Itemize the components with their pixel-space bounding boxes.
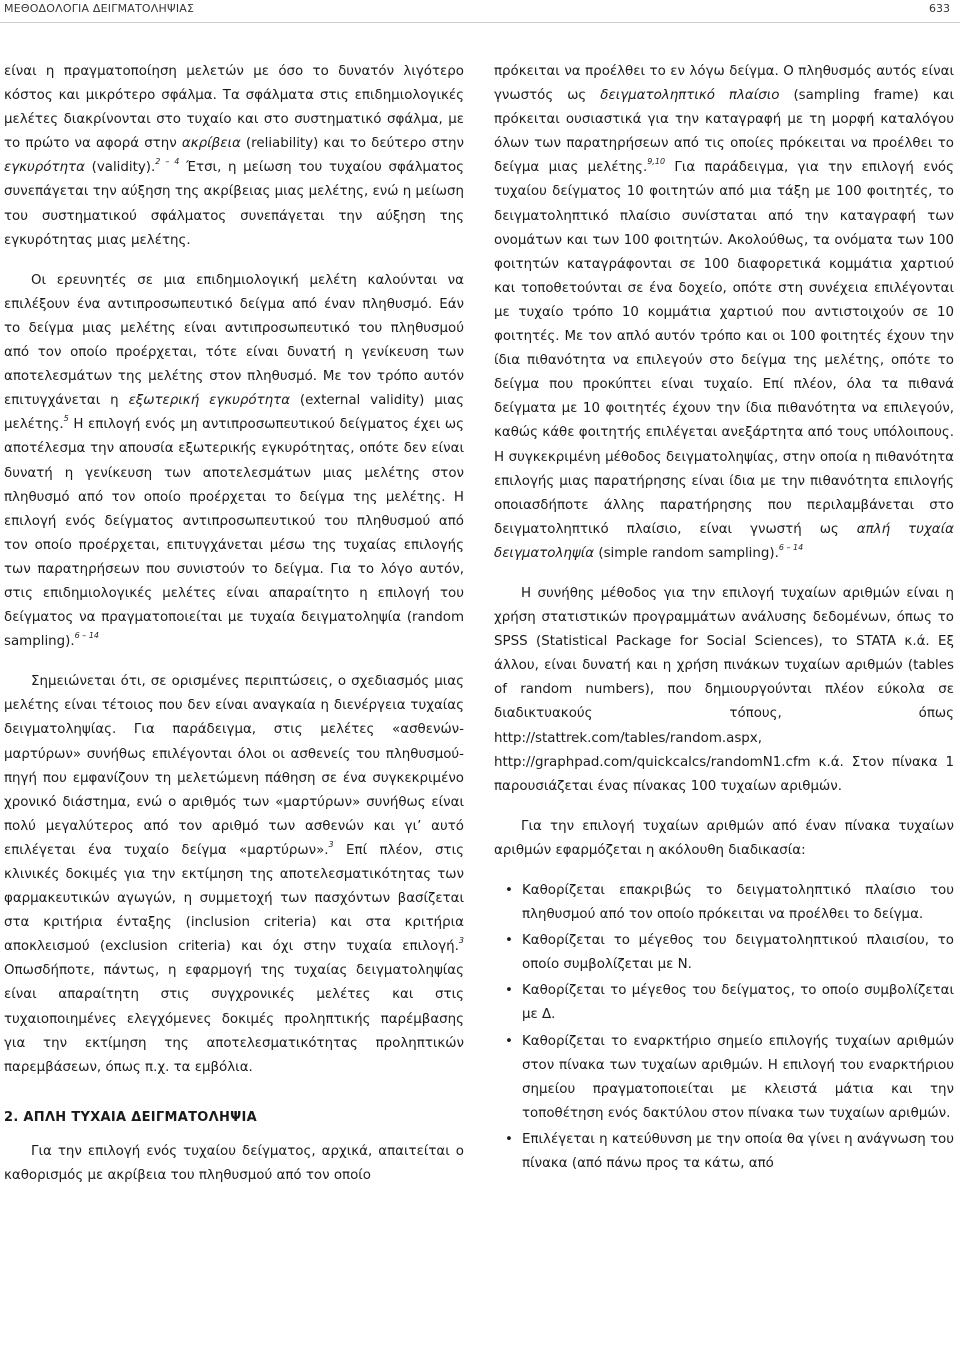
citation: 3 <box>328 839 334 849</box>
paragraph: Για την επιλογή ενός τυχαίου δείγματος, αρχικά, απαιτείται ο καθορισμός με ακρίβεια του πληθυσμού από τον οποίο <box>4 1143 464 1184</box>
page-number: 633 <box>929 2 950 15</box>
right-column <box>494 60 954 1178</box>
paragraph: Η συνήθης μέθοδος για την επιλογή τυχαίων αριθμών είναι η χρήση στατιστικών προγραμμάτων ανάλυσης δεδομένων, όπως το SPSS (Statistical Package for Social Sciences), το STATA κ.ά. Εξ άλλου, είναι δυνατή και η χρήση πινάκων τυχαίων αριθμών (tables of random numbers), που δημιουργούνται πλέον εύκολα σε διαδικτυακούς τόπους, όπως http://stattrek.com/tables/random.aspx, http://graphpad.com/quickcalcs/randomN1.cfm κ.ά. Στον πίνακα 1 παρουσιάζεται ένας πίνακας 100 τυχαίων αριθμών. <box>494 585 954 794</box>
paragraph: Για την επιλογή τυχαίων αριθμών από έναν πίνακα τυχαίων αριθμών εφαρμόζεται η ακόλουθη διαδικασία: <box>494 818 954 858</box>
paragraph: είναι η πραγματοποίηση μελετών με όσο το δυνατόν λιγότερο κόστος και μικρότερο σφάλμα. Τα σφάλματα στις επιδημιολογικές μελέτες διακρίνονται στο τυχαίο και στο συστηματικό σφάλμα, με το πρώτο να αφορά στην ακρίβεια (reliability) και το δεύτερο στην εγκυρότητα (validity).$^{2 - 4}$ Έτσι, η μείωση του τυχαίου σφάλματος συνεπάγεται την αύξηση της ακρίβειας μιας μελέτης, ενώ η μείωση του συστηματικού σφάλματος συνεπάγεται την αύξηση της εγκυρότητας μιας μελέτης. <box>4 64 464 248</box>
citation: 2 – 4 <box>155 157 180 167</box>
list-item: • Καθορίζεται το μέγεθος του δείγματος, το οποίο συμβολίζεται με Δ. <box>494 979 954 1027</box>
list-item: • Καθορίζεται επακριβώς το δειγματοληπτικό πλαίσιο του πληθυσμού από τον οποίο πρόκειται να προέλθει το δείγμα. <box>494 879 954 927</box>
section-title: ΜΕΘΟΔΟΛΟΓΙΑ ΔΕΙΓΜΑΤΟΛΗΨΙΑΣ <box>4 2 195 15</box>
citation: 3 <box>458 936 464 946</box>
list-item: • Καθορίζεται το μέγεθος του δειγματοληπτικού πλαισίου, το οποίο συμβολίζεται με Ν. <box>494 929 954 977</box>
left-column <box>4 60 464 1204</box>
section-heading: 2. ΑΠΛΗ ΤΥΧΑΙΑ ΔΕΙΓΜΑΤΟΛΗΨΙΑ <box>4 1109 257 1125</box>
citation: 6 – 14 <box>74 631 99 641</box>
procedure-list <box>494 879 954 1176</box>
running-header <box>0 0 960 23</box>
citation: 9,10 <box>647 157 666 167</box>
paragraph: Οι ερευνητές σε μια επιδημιολογική μελέτη καλούνται να επιλέξουν ένα αντιπροσωπευτικό δείγμα από έναν πληθυσμό. Εάν το δείγμα μιας μελέτης είναι αντιπροσωπευτικό του πληθυσμού από τον οποίο προέρχεται, τότε είναι δυνατή η γενίκευση των αποτελεσμάτων της μελέτης στον πληθυσμό. Με τον τρόπο αυτόν επιτυγχάνεται η εξωτερική εγκυρότητα (external validity) μιας μελέτης.$^5$ Η επιλογή ενός μη αντιπροσωπευτικού δείγματος έχει ως αποτέλεσμα την απουσία εξωτερικής εγκυρότητας, οπότε δεν είναι δυνατή η γενίκευση των αποτελεσμάτων μιας μελέτης στον πληθυσμό από τον οποίο προέρχεται το δείγμα της μελέτης. Η επιλογή ενός δείγματος αντιπροσωπευτικού του πληθυσμού από τον οποίο προέρχεται, επιτυγχάνεται μέσω της τυχαίας επιλογής των παρατηρήσεων που συνιστούν το δείγμα. Για το λόγο αυτόν, στις επιδημιολογικές μελέτες είναι απαραίτητο η επιλογή του δείγματος να πραγματοποιείται με τυχαία δειγματοληψία (random sampling).$^{6 - 14}$ <box>4 272 464 650</box>
paragraph: Σημειώνεται ότι, σε ορισμένες περιπτώσεις, ο σχεδιασμός μιας μελέτης είναι τέτοιος που δεν είναι αναγκαία η διενέργεια τυχαίας δειγματοληψίας. Για παράδειγμα, στις μελέτες «ασθενών-μαρτύρων» συνήθως επιλέγονται όλοι οι ασθενείς του πληθυσμού-πηγή που εμφανίζουν τη μελετώμενη πάθηση σε ένα συγκεκριμένο χρονικό διάστημα, ενώ ο αριθμός των «μαρτύρων» συνήθως είναι πολύ μεγαλύτερος από τον αριθμό των ασθενών και γι’ αυτό επιλέγεται ένα τυχαίο δείγμα «μαρτύρων».$^3$ Επί πλέον, στις κλινικές δοκιμές για την εκτίμηση της αποτελεσματικότητας των φαρμακευτικών αγωγών, η συμμετοχή των πασχόντων βασίζεται στα κριτήρια ένταξης (inclusion criteria) και στα κριτήρια αποκλεισμού (exclusion criteria) και όχι στην τυχαία επιλογή.$^3$ Οπωσδήποτε, πάντως, η εφαρμογή της τυχαίας δειγματοληψίας είναι απαραίτητη στις συγχρονικές μελέτες και στις τυχαιοποιημένες ελεγχόμενες δοκιμές προληπτικής παρέμβασης για την εκτίμηση της αποτελεσματικότητας προληπτικών παρεμβάσεων, όπως π.χ. τα εμβόλια. <box>4 674 464 1075</box>
citation: 6 – 14 <box>778 542 804 552</box>
citation: 5 <box>63 414 69 424</box>
list-item: • Επιλέγεται η κατεύθυνση με την οποία θα γίνει η ανάγνωση του πίνακα (από πάνω προς τα κάτω, από <box>494 1128 954 1176</box>
list-item: • Καθορίζεται το εναρκτήριο σημείο επιλογής τυχαίων αριθμών στον πίνακα των τυχαίων αριθμών. Η επιλογή του εναρκτήριου σημείου πραγματοποιείται με κλειστά μάτια και την τοποθέτηση ενός δακτύλου στον πίνακα των τυχαίων αριθμών. <box>494 1030 954 1126</box>
paragraph: πρόκειται να προέλθει το εν λόγω δείγμα. Ο πληθυσμός αυτός είναι γνωστός ως δειγματοληπτικό πλαίσιο (sampling frame) και πρόκειται ουσιαστικά για την καταγραφή με τη μορφή καταλόγου όλων των παρατηρήσεων από τις οποίες πρόκειται να προέλθει το δείγμα μιας μελέτης.$^{9,10}$ Για παράδειγμα, για την επιλογή ενός τυχαίου δείγματος 10 φοιτητών από μια τάξη με 100 φοιτητές, το δειγματοληπτικό πλαίσιο συνίσταται από την καταγραφή των ονομάτων και των 100 φοιτητών. Ακολούθως, τα ονόματα των 100 φοιτητών καταγράφονται σε 100 διαφορετικά κομμάτια χαρτιού και τοποθετούνται σε ένα δοχείο, οπότε στη συνέχεια επιλέγονται με τυχαίο τρόπο 10 κομμάτια χαρτιού που αντιστοιχούν σε 10 φοιτητές. Με τον απλό αυτόν τρόπο και οι 100 φοιτητές έχουν την ίδια πιθανότητα να επιλεγούν στο δείγμα της μελέτης, οπότε το δείγμα που προκύπτει είναι τυχαίο. Επί πλέον, όλα τα πιθανά δείγματα με 10 φοιτητές έχουν την ίδια πιθανότητα να επιλεγούν, καθώς κάθε φοιτητής επιλέγεται ανεξάρτητα από τους υπόλοιπους. Η συγκεκριμένη μέθοδος δειγματοληψίας, στην οποία η πιθανότητα επιλογής μιας παρατήρησης είναι ίδια με την πιθανότητα επιλογής οποιασδήποτε άλλης παρατήρησης που περιλαμβάνεται στο δειγματοληπτικό πλαίσιο, είναι γνωστή ως απλή τυχαία δειγματοληψία (simple random sampling).$^{6 - 14}$ <box>494 64 954 561</box>
